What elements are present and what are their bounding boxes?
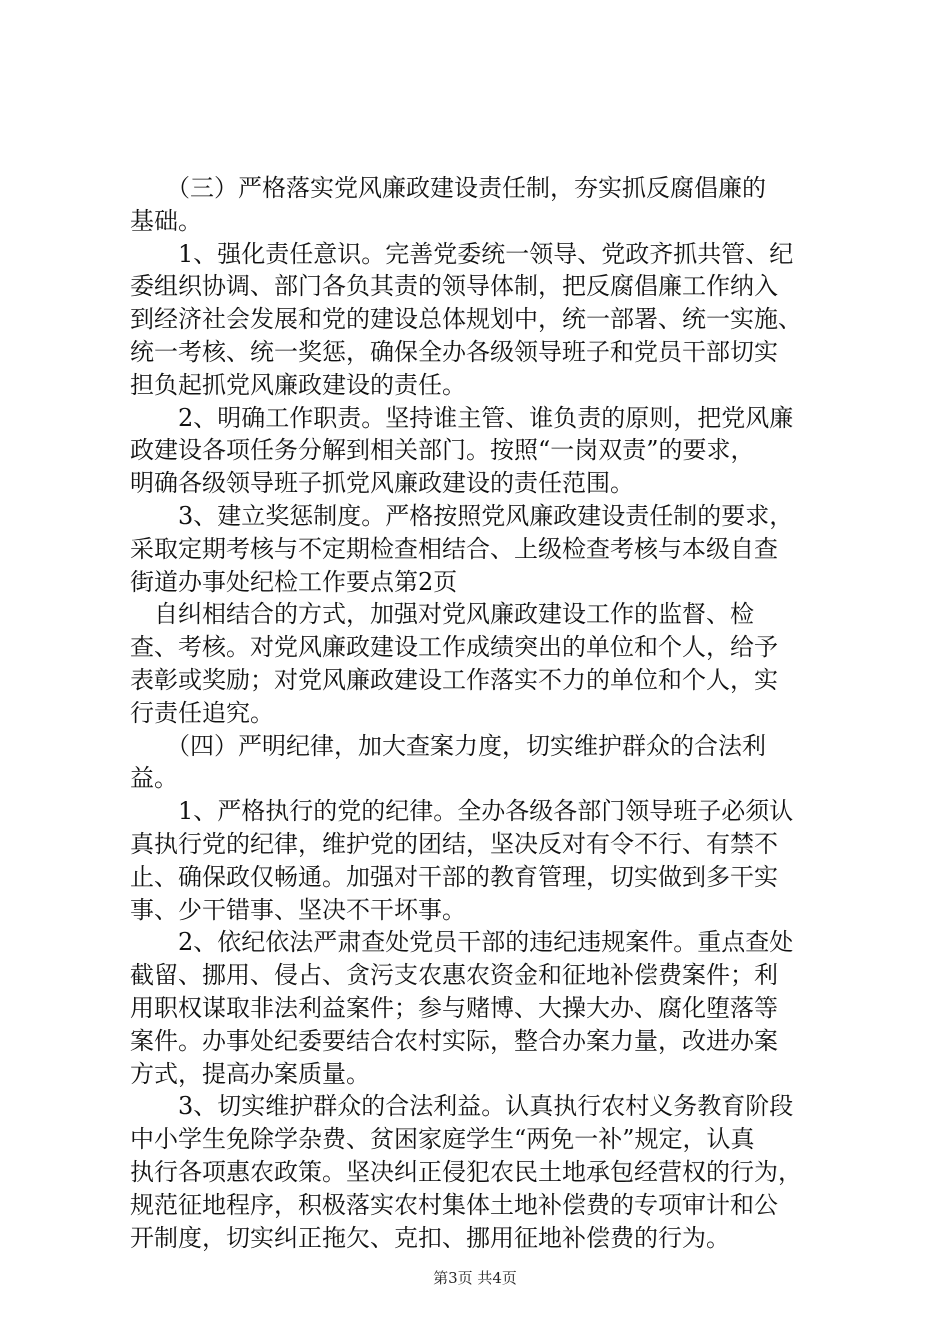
text-line: 案件。办事处纪委要结合农村实际，整合办案力量，改进办案 xyxy=(130,1026,778,1055)
document-body xyxy=(130,172,830,1254)
text-line: 2、依纪依法严肃查处党员干部的违纪违规案件。重点查处 xyxy=(130,928,794,957)
text-line: 3、建立奖惩制度。严格按照党风廉政建设责任制的要求， xyxy=(130,501,794,530)
text-line: （四）严明纪律，加大查案力度，切实维护群众的合法利 xyxy=(130,731,766,760)
text-line: 统一考核、统一奖惩，确保全办各级领导班子和党员干部切实 xyxy=(130,337,778,366)
text-line: 1、强化责任意识。完善党委统一领导、党政齐抓共管、纪 xyxy=(130,239,794,268)
text-line: 益。 xyxy=(130,764,178,793)
text-line: 查、考核。对党风廉政建设工作成绩突出的单位和个人，给予 xyxy=(130,633,778,662)
text-line: 中小学生免除学杂费、贫困家庭学生“两免一补”规定，认真 xyxy=(130,1125,755,1154)
text-line: 政建设各项任务分解到相关部门。按照“一岗双责”的要求， xyxy=(130,436,755,465)
text-line: 行责任追究。 xyxy=(130,698,274,727)
text-line: 真执行党的纪律，维护党的团结，坚决反对有令不行、有禁不 xyxy=(130,829,778,858)
text-line: 自纠相结合的方式，加强对党风廉政建设工作的监督、检 xyxy=(130,600,754,629)
text-line: 止、确保政仅畅通。加强对干部的教育管理，切实做到多干实 xyxy=(130,862,778,891)
text-line: 担负起抓党风廉政建设的责任。 xyxy=(130,370,466,399)
text-line: 委组织协调、部门各负其责的领导体制，把反腐倡廉工作纳入 xyxy=(130,272,778,301)
text-line: 执行各项惠农政策。坚决纠正侵犯农民土地承包经营权的行为， xyxy=(130,1157,802,1186)
text-line: （三）严格落实党风廉政建设责任制，夯实抓反腐倡廉的 xyxy=(130,174,766,202)
text-line: 表彰或奖励；对党风廉政建设工作落实不力的单位和个人，实 xyxy=(130,665,778,694)
text-line: 开制度，切实纠正拖欠、克扣、挪用征地补偿费的行为。 xyxy=(130,1223,730,1252)
text-line: 明确各级领导班子抓党风廉政建设的责任范围。 xyxy=(130,469,634,498)
text-line: 3、切实维护群众的合法利益。认真执行农村义务教育阶段 xyxy=(130,1092,794,1121)
page-number-footer: 第3页 共4页 xyxy=(433,1269,517,1287)
text-line: 街道办事处纪检工作要点第2页 xyxy=(130,567,458,596)
text-line: 采取定期考核与不定期检查相结合、上级检查考核与本级自查 xyxy=(130,534,778,563)
text-line: 用职权谋取非法利益案件；参与赌博、大操大办、腐化堕落等 xyxy=(130,993,778,1022)
text-line: 事、少干错事、坚决不干坏事。 xyxy=(130,895,466,924)
text-line: 基础。 xyxy=(130,206,202,235)
text-line: 1、严格执行的党的纪律。全办各级各部门领导班子必须认 xyxy=(130,797,794,826)
text-line: 2、明确工作职责。坚持谁主管、谁负责的原则，把党风廉 xyxy=(130,403,794,432)
text-line: 规范征地程序，积极落实农村集体土地补偿费的专项审计和公 xyxy=(130,1190,778,1219)
text-line: 方式，提高办案质量。 xyxy=(130,1059,370,1088)
text-line: 截留、挪用、侵占、贪污支农惠农资金和征地补偿费案件；利 xyxy=(130,961,778,990)
text-line: 到经济社会发展和党的建设总体规划中，统一部署、统一实施、 xyxy=(130,305,802,334)
